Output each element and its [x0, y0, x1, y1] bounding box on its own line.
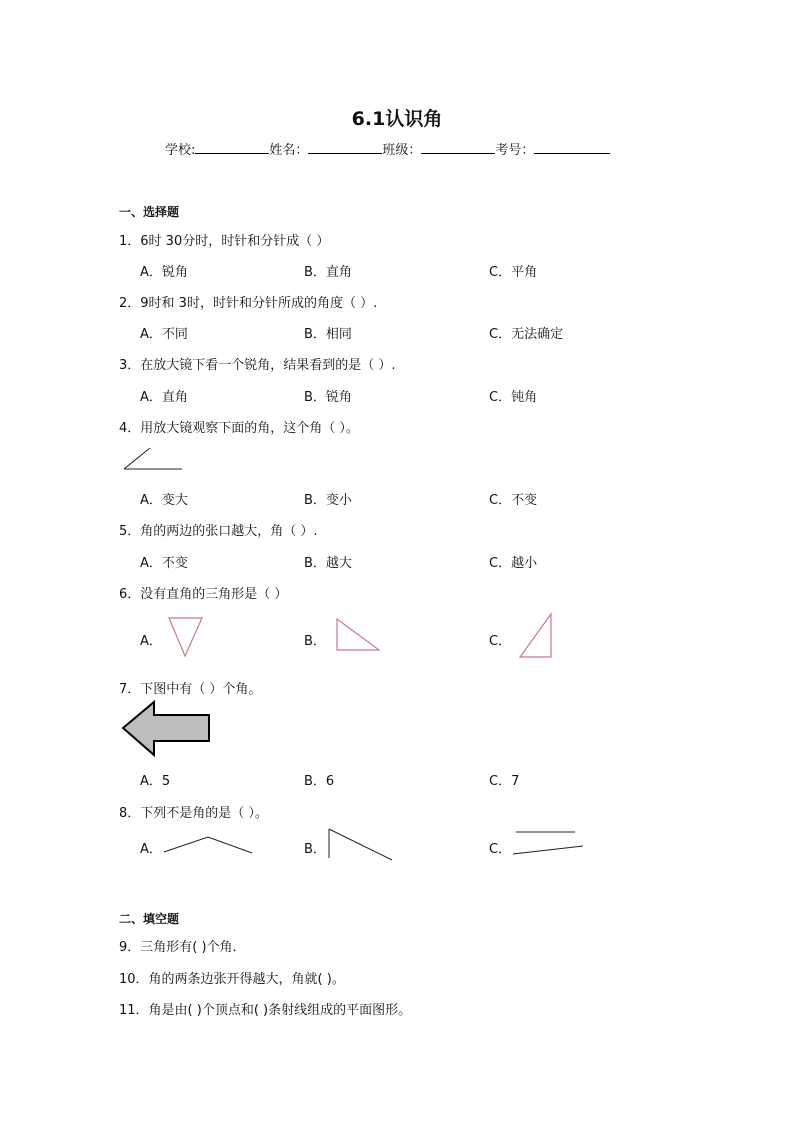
- q5-option-c: C．越小: [489, 556, 538, 571]
- q2-option-a: A．不同: [140, 327, 188, 342]
- q4-option-b: B．变小: [304, 493, 352, 508]
- question-2: 2．9时和 3时，时针和分针所成的角度（ ）.: [119, 296, 378, 311]
- q8-shape-c-figure: [510, 829, 586, 857]
- question-4: 4．用放大镜观察下面的角，这个角（ ）。: [119, 421, 359, 436]
- number-label: 考号：: [495, 143, 535, 158]
- q6-triangle-b-figure: [334, 617, 382, 653]
- school-blank: [195, 141, 269, 154]
- q7-arrow-figure: [120, 700, 214, 758]
- q4-option-a: A．变大: [140, 493, 188, 508]
- q1-option-a: A．锐角: [140, 265, 188, 280]
- question-5: 5．角的两边的张口越大，角（ ）.: [119, 524, 318, 539]
- question-1: 1．6时 30分时，时针和分针成（ ）: [119, 234, 330, 249]
- section-heading-choice: 一、选择题: [119, 205, 180, 219]
- name-label: 姓名：: [269, 143, 309, 158]
- name-blank: [308, 141, 382, 154]
- number-blank: [534, 141, 610, 154]
- section-heading-fill: 二、填空题: [119, 912, 180, 926]
- q6-option-b: B．: [304, 634, 326, 649]
- q2-option-c: C．无法确定: [489, 327, 564, 342]
- question-7: 7．下图中有（ ）个角。: [119, 682, 262, 697]
- q8-shape-a-figure: [162, 834, 254, 856]
- q2-option-b: B．相同: [304, 327, 352, 342]
- class-blank: [421, 141, 495, 154]
- q6-triangle-c-figure: [517, 612, 555, 660]
- q3-option-b: B．锐角: [304, 390, 352, 405]
- question-9: 9．三角形有( )个角．: [119, 940, 246, 955]
- page-title: 6.1认识角: [351, 108, 443, 130]
- student-info-line: [165, 139, 610, 158]
- q1-option-c: C．平角: [489, 265, 538, 280]
- question-6: 6．没有直角的三角形是（ ）: [119, 587, 288, 602]
- q7-option-b: B．6: [304, 774, 335, 789]
- q6-option-c: C．: [489, 634, 512, 649]
- question-3: 3．在放大镜下看一个锐角，结果看到的是（ ）.: [119, 358, 396, 373]
- q8-option-c: C．: [489, 842, 512, 857]
- q4-option-c: C．不变: [489, 493, 538, 508]
- question-8: 8．下列不是角的是（ ）。: [119, 806, 268, 821]
- q6-triangle-a-figure: [166, 616, 206, 660]
- question-10: 10．角的两条边张开得越大，角就( )。: [119, 972, 345, 987]
- question-11: 11．角是由( )个顶点和( )条射线组成的平面图形。: [119, 1003, 412, 1018]
- q3-option-c: C．钝角: [489, 390, 538, 405]
- q8-option-b: B．: [304, 842, 326, 857]
- q3-option-a: A．直角: [140, 390, 188, 405]
- q7-option-c: C．7: [489, 774, 520, 789]
- q6-option-a: A．: [140, 634, 162, 649]
- class-label: 班级：: [382, 143, 422, 158]
- q5-option-a: A．不变: [140, 556, 188, 571]
- q8-option-a: A．: [140, 842, 162, 857]
- q5-option-b: B．越大: [304, 556, 352, 571]
- q1-option-b: B．直角: [304, 265, 352, 280]
- q4-angle-figure: [122, 446, 186, 472]
- school-label: 学校:: [165, 143, 196, 158]
- q7-option-a: A．5: [140, 774, 171, 789]
- q8-shape-b-figure: [326, 827, 394, 861]
